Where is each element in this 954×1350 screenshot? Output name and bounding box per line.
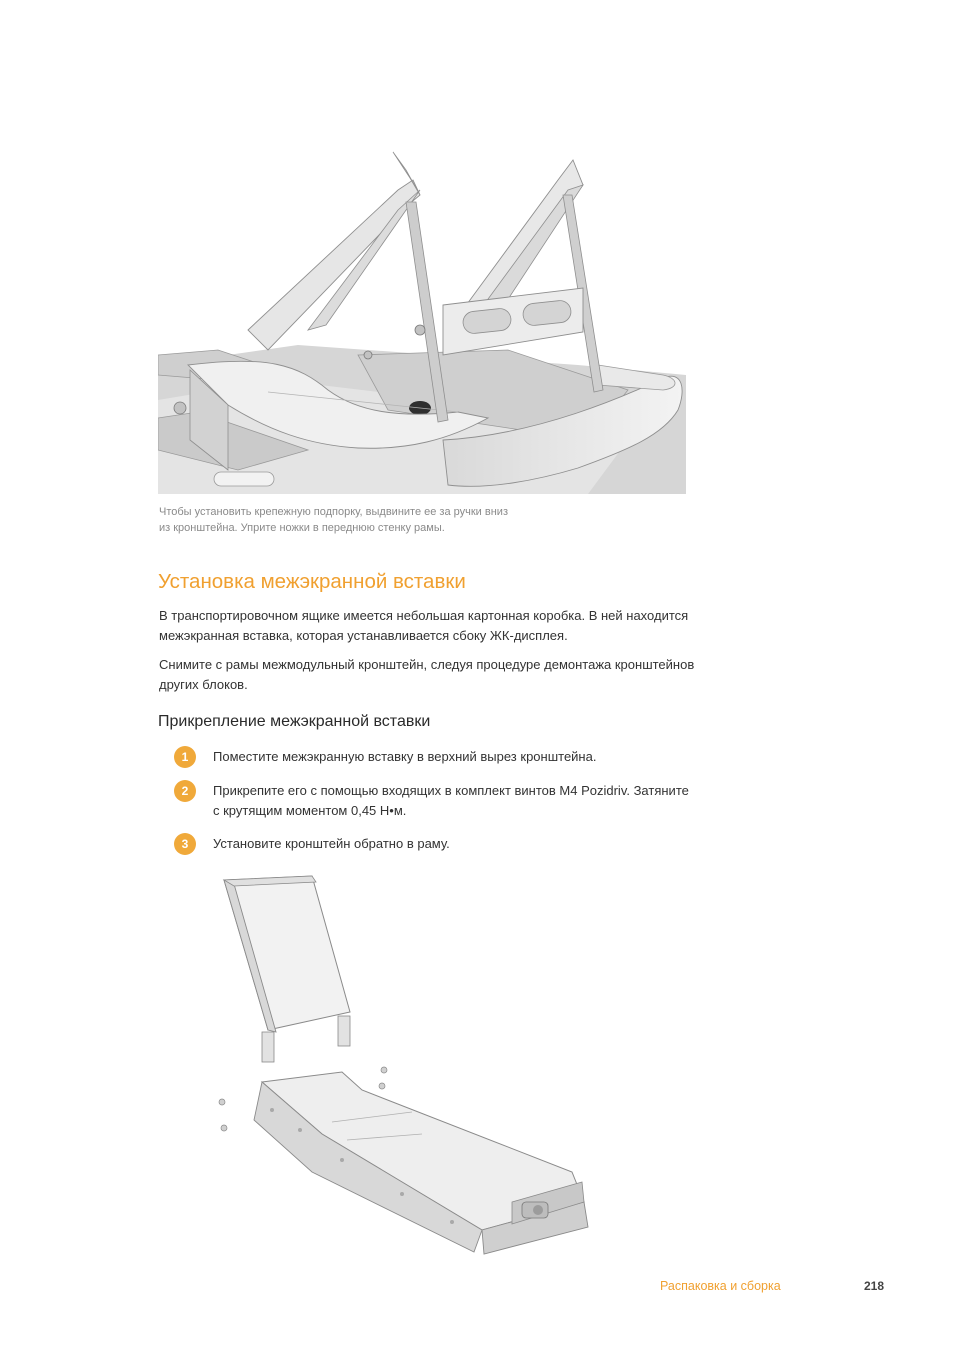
- step-line: Установите кронштейн обратно в раму.: [213, 836, 450, 851]
- section-title: Установка межэкранной вставки: [158, 570, 466, 593]
- paragraph-line: других блоков.: [159, 677, 248, 692]
- step-number-badge: 2: [174, 780, 196, 802]
- step-text: [213, 834, 783, 854]
- body-paragraph: [159, 606, 779, 646]
- paragraph-line: межэкранная вставка, которая устанавливается сбоку ЖК-дисплея.: [159, 628, 568, 643]
- subsection-title: Прикрепление межэкранной вставки: [158, 713, 431, 730]
- step-line: Прикрепите его с помощью входящих в комплект винтов M4 Pozidriv. Затяните: [213, 783, 689, 798]
- paragraph-line: В транспортировочном ящике имеется небольшая картонная коробка. В ней находится: [159, 608, 689, 623]
- figure-caption: [159, 504, 599, 536]
- step-text: [213, 781, 783, 821]
- body-paragraph: [159, 655, 779, 695]
- caption-line: Чтобы установить крепежную подпорку, выдвините ее за ручки вниз: [159, 506, 508, 518]
- step-line: Поместите межэкранную вставку в верхний вырез кронштейна.: [213, 749, 597, 764]
- step-line: с крутящим моментом 0,45 Н•м.: [213, 803, 407, 818]
- frame-support-illustration: [158, 150, 686, 494]
- step-number-badge: 1: [174, 746, 196, 768]
- step-text: [213, 747, 783, 767]
- footer-page-number: 218: [864, 1279, 885, 1293]
- insert-bracket-illustration: [212, 872, 602, 1256]
- step-number-badge: 3: [174, 833, 196, 855]
- caption-line: из кронштейна. Уприте ножки в переднюю стенку рамы.: [159, 522, 445, 534]
- footer-section-name: Распаковка и сборка: [660, 1279, 781, 1293]
- paragraph-line: Снимите с рамы межмодульный кронштейн, следуя процедуре демонтажа кронштейнов: [159, 657, 695, 672]
